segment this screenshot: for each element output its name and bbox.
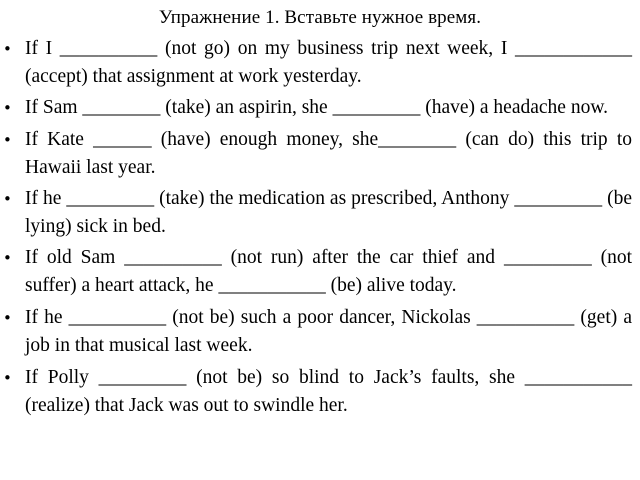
sentence-text: If he _________ (take) the medication as prescribed, Anthony _________ (be lying) sick in bed. — [25, 188, 632, 237]
bullet-icon: • — [3, 99, 12, 117]
exercise-item-1 — [0, 35, 640, 91]
sentence-text: If Kate ______ (have) enough money, she________ (can do) this trip to Hawaii last year. — [25, 129, 632, 178]
sentence-text: If he __________ (not be) such a poor dancer, Nickolas __________ (get) a job in that musical last week. — [25, 307, 632, 356]
sentence-text: If Sam ________ (take) an aspirin, she _________ (have) a headache now. — [25, 97, 609, 118]
bullet-icon: • — [3, 190, 12, 208]
sentence-text: If Polly _________ (not be) so blind to Jack’s faults, she ___________ (realize) that Jack was out to swindle her. — [25, 367, 632, 416]
exercise-list — [0, 35, 640, 423]
exercise-item-4 — [0, 185, 640, 241]
exercise-item-7 — [0, 364, 640, 420]
exercise-item-3 — [0, 126, 640, 182]
bullet-icon: • — [3, 309, 12, 327]
bullet-icon: • — [3, 40, 12, 58]
bullet-icon: • — [3, 131, 12, 149]
exercise-item-6 — [0, 304, 640, 360]
bullet-icon: • — [3, 249, 12, 267]
exercise-item-2 — [0, 94, 640, 122]
sentence-text: If I __________ (not go) on my business trip next week, I ____________ (accept) that assignment at work yesterday. — [25, 38, 632, 87]
bullet-icon: • — [3, 369, 12, 387]
exercise-item-5 — [0, 244, 640, 300]
exercise-title: Упражнение 1. Вставьте нужное время. — [158, 7, 482, 28]
sentence-text: If old Sam __________ (not run) after the car thief and _________ (not suffer) a heart attack, he ___________ (be) alive today. — [25, 247, 632, 296]
